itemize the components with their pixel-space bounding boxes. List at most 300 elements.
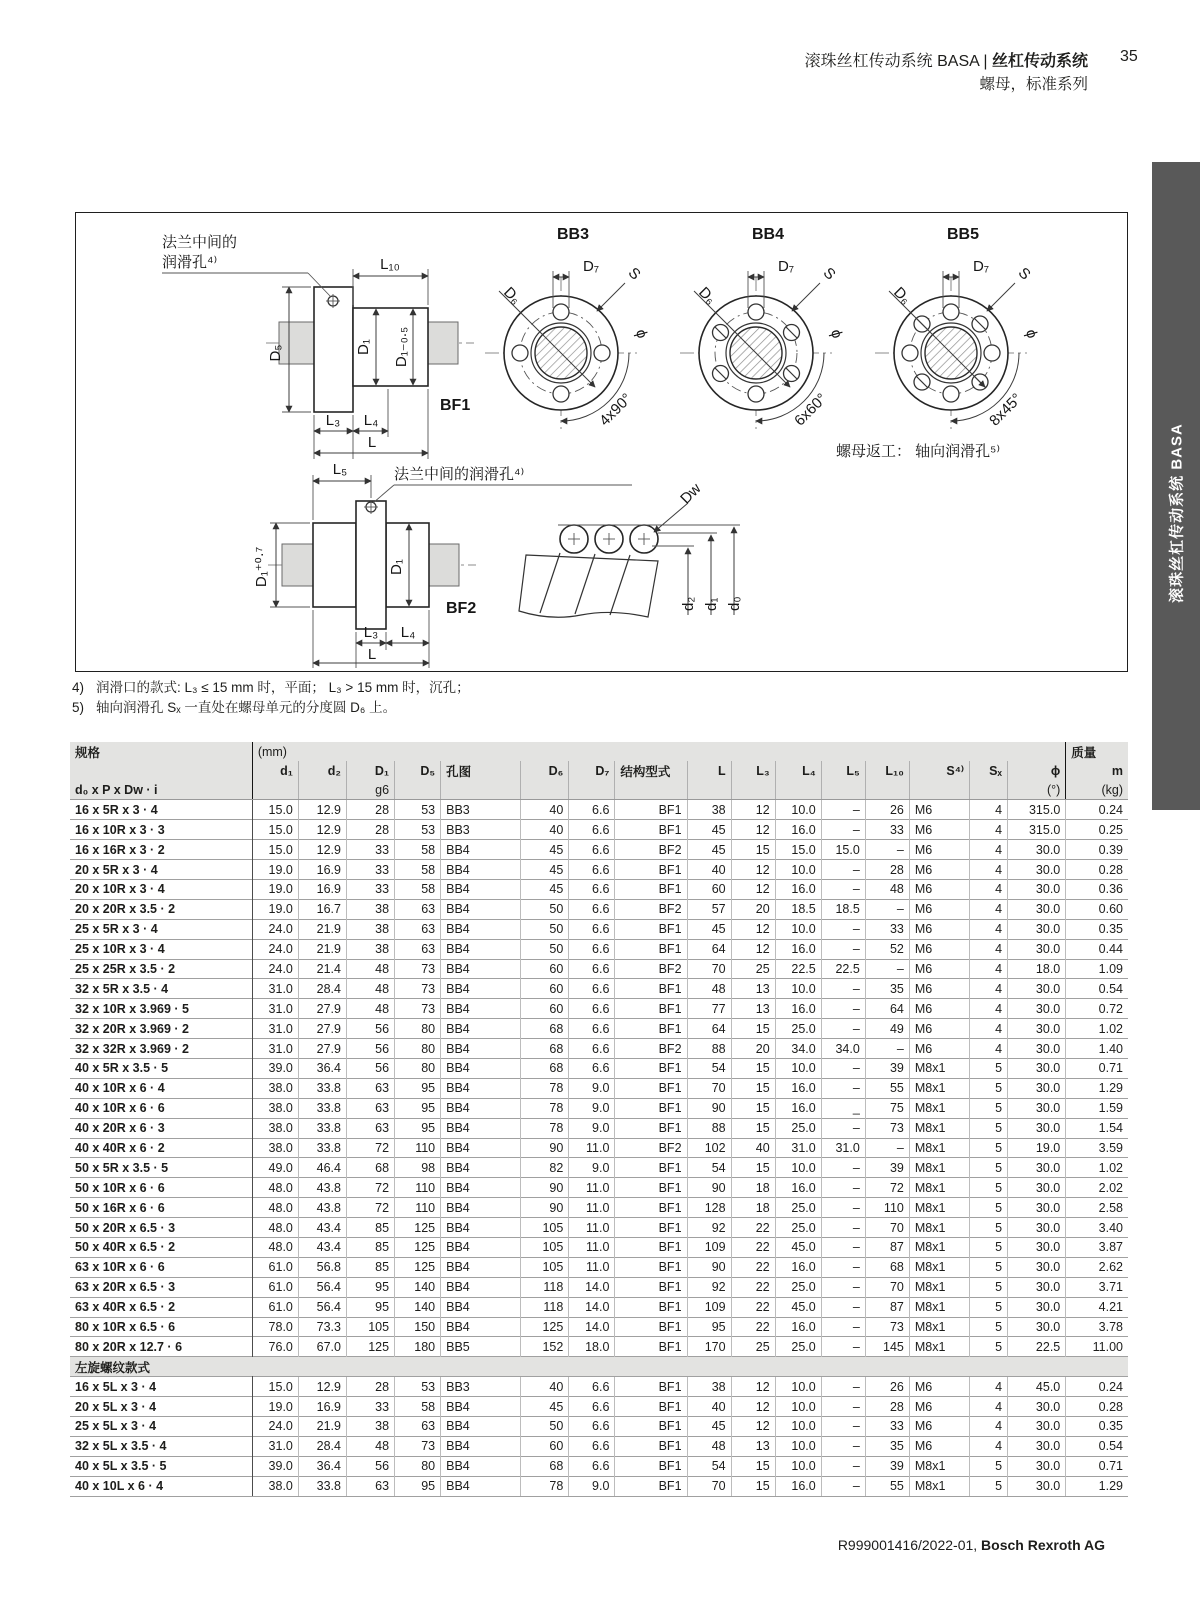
value-cell: 3.40 bbox=[1066, 1218, 1128, 1238]
table-row bbox=[70, 939, 1128, 959]
value-cell: 170 bbox=[687, 1337, 731, 1357]
dim-d6: D₆ bbox=[500, 283, 525, 308]
section-label: 左旋螺纹款式 bbox=[70, 1357, 1128, 1377]
value-cell: 3.59 bbox=[1066, 1138, 1128, 1158]
value-cell: 31.0 bbox=[252, 999, 298, 1019]
value-cell: 40 bbox=[521, 820, 569, 840]
unit-cell bbox=[687, 781, 731, 800]
value-cell: 64 bbox=[865, 999, 909, 1019]
value-cell: 0.71 bbox=[1066, 1058, 1128, 1078]
bb4-title: BB4 bbox=[751, 226, 785, 243]
value-cell: 30.0 bbox=[1008, 1297, 1066, 1317]
value-cell: 11.0 bbox=[569, 1257, 615, 1277]
value-cell: 140 bbox=[395, 1297, 441, 1317]
value-cell: 73 bbox=[395, 979, 441, 999]
value-cell: BB4 bbox=[441, 1019, 521, 1039]
spec-cell: 40 x 10R x 6 · 6 bbox=[70, 1098, 252, 1118]
value-cell: 55 bbox=[865, 1078, 909, 1098]
value-cell: 18.5 bbox=[821, 899, 865, 919]
value-cell: 87 bbox=[865, 1237, 909, 1257]
bb4-flange-view bbox=[680, 226, 846, 429]
bb3-flange-view bbox=[485, 226, 651, 429]
spec-cell: 40 x 5L x 3.5 · 5 bbox=[70, 1456, 252, 1476]
value-cell: 16.0 bbox=[775, 1178, 821, 1198]
value-cell: 78 bbox=[521, 1118, 569, 1138]
unit-cell bbox=[909, 781, 969, 800]
value-cell: 6.6 bbox=[569, 860, 615, 880]
value-cell: 19.0 bbox=[252, 879, 298, 899]
unit-cell bbox=[731, 781, 775, 800]
value-cell: M8x1 bbox=[909, 1277, 969, 1297]
table-row bbox=[70, 979, 1128, 999]
company-name: Bosch Rexroth AG bbox=[981, 1537, 1105, 1553]
unit-cell bbox=[441, 781, 521, 800]
table-row bbox=[70, 1019, 1128, 1039]
value-cell: – bbox=[821, 1118, 865, 1138]
value-cell: 13 bbox=[731, 1436, 775, 1456]
value-cell: 26 bbox=[865, 1377, 909, 1397]
value-cell: 315.0 bbox=[1008, 820, 1066, 840]
value-cell: 50 bbox=[521, 899, 569, 919]
value-cell: 45 bbox=[521, 860, 569, 880]
value-cell: 5 bbox=[969, 1237, 1007, 1257]
value-cell: 19.0 bbox=[252, 1397, 298, 1417]
value-cell: 125 bbox=[346, 1337, 394, 1357]
value-cell: M8x1 bbox=[909, 1476, 969, 1496]
value-cell: 36.4 bbox=[298, 1058, 346, 1078]
table-row bbox=[70, 820, 1128, 840]
value-cell: BF1 bbox=[615, 1019, 687, 1039]
value-cell: 95 bbox=[395, 1098, 441, 1118]
dim-l: L bbox=[367, 434, 377, 451]
value-cell: 4 bbox=[969, 939, 1007, 959]
value-cell: 12 bbox=[731, 800, 775, 820]
value-cell: 0.28 bbox=[1066, 860, 1128, 880]
value-cell: 95 bbox=[346, 1297, 394, 1317]
spec-cell: 20 x 20R x 3.5 · 2 bbox=[70, 899, 252, 919]
value-cell: BF1 bbox=[615, 1277, 687, 1297]
svg-text:润滑孔⁴⁾: 润滑孔⁴⁾ bbox=[162, 254, 218, 271]
value-cell: BB4 bbox=[441, 1138, 521, 1158]
value-cell: 45 bbox=[687, 1417, 731, 1437]
value-cell: 90 bbox=[521, 1198, 569, 1218]
value-cell: 0.35 bbox=[1066, 1417, 1128, 1437]
value-cell: 56.8 bbox=[298, 1257, 346, 1277]
value-cell: BB4 bbox=[441, 1039, 521, 1059]
value-cell: 54 bbox=[687, 1456, 731, 1476]
value-cell: BB4 bbox=[441, 1218, 521, 1238]
value-cell: – bbox=[821, 1417, 865, 1437]
value-cell: 38 bbox=[346, 1417, 394, 1437]
value-cell: M8x1 bbox=[909, 1178, 969, 1198]
value-cell: – bbox=[821, 820, 865, 840]
value-cell: 55 bbox=[865, 1476, 909, 1496]
value-cell: 45.0 bbox=[775, 1237, 821, 1257]
value-cell: 33.8 bbox=[298, 1118, 346, 1138]
spec-cell: 63 x 10R x 6 · 6 bbox=[70, 1257, 252, 1277]
value-cell: 12.9 bbox=[298, 820, 346, 840]
value-cell: – bbox=[821, 1198, 865, 1218]
value-cell: 73 bbox=[395, 999, 441, 1019]
value-cell: BB4 bbox=[441, 1058, 521, 1078]
value-cell: – bbox=[865, 1138, 909, 1158]
value-cell: BB4 bbox=[441, 1118, 521, 1138]
value-cell: 61.0 bbox=[252, 1277, 298, 1297]
value-cell: 12 bbox=[731, 879, 775, 899]
value-cell: M6 bbox=[909, 919, 969, 939]
value-cell: 31.0 bbox=[252, 979, 298, 999]
value-cell: 110 bbox=[395, 1178, 441, 1198]
value-cell: 5 bbox=[969, 1476, 1007, 1496]
value-cell: 21.9 bbox=[298, 1417, 346, 1437]
value-cell: 48 bbox=[346, 959, 394, 979]
value-cell: 30.0 bbox=[1008, 1317, 1066, 1337]
value-cell: 63 bbox=[395, 919, 441, 939]
value-cell: 78 bbox=[521, 1476, 569, 1496]
value-cell: 1.02 bbox=[1066, 1158, 1128, 1178]
value-cell: 68 bbox=[521, 1058, 569, 1078]
value-cell: 5 bbox=[969, 1058, 1007, 1078]
value-cell: 73 bbox=[865, 1317, 909, 1337]
value-cell: M8x1 bbox=[909, 1058, 969, 1078]
value-cell: 48 bbox=[687, 979, 731, 999]
value-cell: 30.0 bbox=[1008, 1417, 1066, 1437]
value-cell: – bbox=[865, 840, 909, 860]
doc-number: R999001416/2022-01, bbox=[837, 1537, 978, 1553]
value-cell: 75 bbox=[865, 1098, 909, 1118]
bb3-angle: 4x90° bbox=[596, 390, 636, 430]
value-cell: 63 bbox=[395, 939, 441, 959]
value-cell: 152 bbox=[521, 1337, 569, 1357]
value-cell: 40 bbox=[521, 800, 569, 820]
value-cell: 68 bbox=[521, 1019, 569, 1039]
value-cell: 88 bbox=[687, 1039, 731, 1059]
value-cell: 315.0 bbox=[1008, 800, 1066, 820]
value-cell: 85 bbox=[346, 1257, 394, 1277]
value-cell: 10.0 bbox=[775, 1436, 821, 1456]
value-cell: 3.87 bbox=[1066, 1237, 1128, 1257]
table-wrap bbox=[70, 742, 1128, 1497]
value-cell: 25.0 bbox=[775, 1118, 821, 1138]
doc-title-regular: 滚珠丝杠传动系统 BASA bbox=[804, 53, 979, 70]
spec-cell: 32 x 20R x 3.969 · 2 bbox=[70, 1019, 252, 1039]
value-cell: 16.0 bbox=[775, 1098, 821, 1118]
value-cell: BF1 bbox=[615, 1476, 687, 1496]
table-row bbox=[70, 1218, 1128, 1238]
value-cell: BB4 bbox=[441, 1257, 521, 1277]
col-header: d₂ bbox=[298, 761, 346, 780]
value-cell: 82 bbox=[521, 1158, 569, 1178]
svg-text:D₇: D₇ bbox=[973, 258, 989, 275]
value-cell: BB4 bbox=[441, 879, 521, 899]
value-cell: 72 bbox=[346, 1198, 394, 1218]
value-cell: M6 bbox=[909, 979, 969, 999]
value-cell: 11.0 bbox=[569, 1218, 615, 1238]
value-cell: 48 bbox=[346, 999, 394, 1019]
value-cell: 33 bbox=[346, 879, 394, 899]
value-cell: 125 bbox=[521, 1317, 569, 1337]
value-cell: 22.5 bbox=[821, 959, 865, 979]
value-cell: BB4 bbox=[441, 1178, 521, 1198]
value-cell: 22 bbox=[731, 1297, 775, 1317]
value-cell: 18 bbox=[731, 1198, 775, 1218]
value-cell: – bbox=[821, 1237, 865, 1257]
table-row bbox=[70, 1297, 1128, 1317]
value-cell: 63 bbox=[346, 1098, 394, 1118]
value-cell: M6 bbox=[909, 939, 969, 959]
value-cell: 30.0 bbox=[1008, 879, 1066, 899]
value-cell: M6 bbox=[909, 999, 969, 1019]
value-cell: 40 bbox=[521, 1377, 569, 1397]
value-cell: 34.0 bbox=[775, 1039, 821, 1059]
value-cell: M8x1 bbox=[909, 1456, 969, 1476]
value-cell: 10.0 bbox=[775, 860, 821, 880]
value-cell: 49 bbox=[865, 1019, 909, 1039]
svg-text:S: S bbox=[819, 264, 839, 284]
value-cell: 4 bbox=[969, 860, 1007, 880]
value-cell: – bbox=[821, 979, 865, 999]
value-cell: 33 bbox=[865, 820, 909, 840]
value-cell: – bbox=[821, 1297, 865, 1317]
value-cell: 67.0 bbox=[298, 1337, 346, 1357]
value-cell: 180 bbox=[395, 1337, 441, 1357]
value-cell: 1.29 bbox=[1066, 1078, 1128, 1098]
value-cell: 12 bbox=[731, 860, 775, 880]
value-cell: 80 bbox=[395, 1039, 441, 1059]
value-cell: 50 bbox=[521, 919, 569, 939]
spec-cell: 25 x 5R x 3 · 4 bbox=[70, 919, 252, 939]
value-cell: 16.0 bbox=[775, 1257, 821, 1277]
value-cell: 6.6 bbox=[569, 919, 615, 939]
value-cell: BF2 bbox=[615, 899, 687, 919]
value-cell: 60 bbox=[687, 879, 731, 899]
value-cell: 38 bbox=[346, 919, 394, 939]
value-cell: 45 bbox=[521, 840, 569, 860]
spec-cell: 63 x 40R x 6.5 · 2 bbox=[70, 1297, 252, 1317]
value-cell: 31.0 bbox=[775, 1138, 821, 1158]
table-row bbox=[70, 1436, 1128, 1456]
value-cell: M8x1 bbox=[909, 1317, 969, 1337]
table-row bbox=[70, 879, 1128, 899]
value-cell: 30.0 bbox=[1008, 1456, 1066, 1476]
spec-cell: 16 x 10R x 3 · 3 bbox=[70, 820, 252, 840]
value-cell: 36.4 bbox=[298, 1456, 346, 1476]
value-cell: BF1 bbox=[615, 999, 687, 1019]
value-cell: 92 bbox=[687, 1277, 731, 1297]
spec-cell: 20 x 5L x 3 · 4 bbox=[70, 1397, 252, 1417]
value-cell: 30.0 bbox=[1008, 1039, 1066, 1059]
value-cell: – bbox=[865, 899, 909, 919]
value-cell: BB4 bbox=[441, 1397, 521, 1417]
value-cell: 22.5 bbox=[775, 959, 821, 979]
value-cell: 90 bbox=[521, 1178, 569, 1198]
value-cell: 6.6 bbox=[569, 899, 615, 919]
col-header: S⁴⁾ bbox=[909, 761, 969, 780]
value-cell: 16.0 bbox=[775, 879, 821, 899]
unit-header: (mm) bbox=[252, 742, 1065, 761]
value-cell: 5 bbox=[969, 1158, 1007, 1178]
value-cell: 30.0 bbox=[1008, 919, 1066, 939]
table-row bbox=[70, 1039, 1128, 1059]
value-cell: BF1 bbox=[615, 1098, 687, 1118]
value-cell: 4 bbox=[969, 879, 1007, 899]
dim-d1: D₁ bbox=[355, 339, 372, 355]
value-cell: 28 bbox=[346, 820, 394, 840]
value-cell: 90 bbox=[687, 1178, 731, 1198]
dim-l4: L₄ bbox=[363, 412, 379, 429]
value-cell: 102 bbox=[687, 1138, 731, 1158]
value-cell: 38.0 bbox=[252, 1098, 298, 1118]
value-cell: M6 bbox=[909, 959, 969, 979]
value-cell: 88 bbox=[687, 1118, 731, 1138]
value-cell: 40 bbox=[731, 1138, 775, 1158]
side-tab bbox=[1152, 162, 1200, 810]
value-cell: 73 bbox=[865, 1118, 909, 1138]
footnote-4: 4) 润滑口的款式: L₃ ≤ 15 mm 时，平面； L₃ > 15 mm 时，沉孔； bbox=[72, 680, 470, 695]
value-cell: 15.0 bbox=[252, 820, 298, 840]
bb5-flange-view bbox=[875, 226, 1041, 429]
value-cell: 50 bbox=[521, 1417, 569, 1437]
value-cell: 30.0 bbox=[1008, 1078, 1066, 1098]
svg-text:ϕ: ϕ bbox=[1022, 327, 1041, 341]
value-cell: 39.0 bbox=[252, 1058, 298, 1078]
value-cell: – bbox=[821, 1397, 865, 1417]
value-cell: BB4 bbox=[441, 1417, 521, 1437]
value-cell: 0.24 bbox=[1066, 800, 1128, 820]
value-cell: M8x1 bbox=[909, 1138, 969, 1158]
value-cell: 15.0 bbox=[775, 840, 821, 860]
value-cell: 5 bbox=[969, 1456, 1007, 1476]
value-cell: 60 bbox=[521, 959, 569, 979]
value-cell: BB4 bbox=[441, 1277, 521, 1297]
value-cell: BF1 bbox=[615, 1118, 687, 1138]
table-row bbox=[70, 1198, 1128, 1218]
value-cell: 53 bbox=[395, 820, 441, 840]
value-cell: 77 bbox=[687, 999, 731, 1019]
value-cell: BB4 bbox=[441, 1098, 521, 1118]
unit-cell bbox=[969, 781, 1007, 800]
table-row bbox=[70, 1138, 1128, 1158]
value-cell: 5 bbox=[969, 1257, 1007, 1277]
value-cell: BB4 bbox=[441, 1198, 521, 1218]
value-cell: 5 bbox=[969, 1337, 1007, 1357]
value-cell: 25.0 bbox=[775, 1218, 821, 1238]
doc-subtitle: 螺母，标准系列 bbox=[979, 76, 1088, 93]
value-cell: 13 bbox=[731, 999, 775, 1019]
value-cell: M6 bbox=[909, 860, 969, 880]
value-cell: 38 bbox=[687, 800, 731, 820]
value-cell: 20 bbox=[731, 1039, 775, 1059]
value-cell: 38 bbox=[346, 939, 394, 959]
unit-cell bbox=[821, 781, 865, 800]
value-cell: 48.0 bbox=[252, 1198, 298, 1218]
value-cell: BF1 bbox=[615, 1257, 687, 1277]
col-header: D₇ bbox=[569, 761, 615, 780]
spec-header: 规格 bbox=[70, 742, 252, 761]
unit-cell: (°) bbox=[1008, 781, 1066, 800]
value-cell: 73 bbox=[395, 1436, 441, 1456]
value-cell: BB4 bbox=[441, 840, 521, 860]
value-cell: 26 bbox=[865, 800, 909, 820]
value-cell: BF1 bbox=[615, 1317, 687, 1337]
value-cell: 30.0 bbox=[1008, 899, 1066, 919]
value-cell: 4 bbox=[969, 999, 1007, 1019]
value-cell: 33.8 bbox=[298, 1078, 346, 1098]
dim-d2: d₂ bbox=[680, 596, 697, 611]
value-cell: 16.0 bbox=[775, 1078, 821, 1098]
value-cell: 30.0 bbox=[1008, 1277, 1066, 1297]
value-cell: 22 bbox=[731, 1218, 775, 1238]
value-cell: 24.0 bbox=[252, 939, 298, 959]
value-cell: 0.71 bbox=[1066, 1456, 1128, 1476]
value-cell: M6 bbox=[909, 1377, 969, 1397]
value-cell: 0.60 bbox=[1066, 899, 1128, 919]
value-cell: M8x1 bbox=[909, 1198, 969, 1218]
dim-d1-tol: D₁⁺⁰·⁷ bbox=[253, 546, 270, 588]
unit-cell bbox=[252, 781, 298, 800]
value-cell: 15 bbox=[731, 1158, 775, 1178]
value-cell: 40 bbox=[687, 860, 731, 880]
spec-cell: 16 x 16R x 3 · 2 bbox=[70, 840, 252, 860]
value-cell: 30.0 bbox=[1008, 1237, 1066, 1257]
bf1-side-view bbox=[162, 234, 474, 459]
value-cell: 30.0 bbox=[1008, 1178, 1066, 1198]
value-cell: 57 bbox=[687, 899, 731, 919]
value-cell: 34.0 bbox=[821, 1039, 865, 1059]
value-cell: 78 bbox=[521, 1078, 569, 1098]
value-cell: M6 bbox=[909, 879, 969, 899]
value-cell: M8x1 bbox=[909, 1337, 969, 1357]
dim-d1-05: D₁₋₀.₅ bbox=[393, 326, 410, 368]
dim-d1: d₁ bbox=[703, 597, 720, 611]
value-cell: 9.0 bbox=[569, 1078, 615, 1098]
value-cell: 16.9 bbox=[298, 879, 346, 899]
value-cell: – bbox=[865, 959, 909, 979]
value-cell: 15.0 bbox=[252, 840, 298, 860]
section-row bbox=[70, 1357, 1128, 1377]
value-cell: 95 bbox=[395, 1118, 441, 1138]
bb4-angle: 6x60° bbox=[791, 390, 831, 430]
value-cell: 27.9 bbox=[298, 1039, 346, 1059]
value-cell: 19.0 bbox=[252, 860, 298, 880]
col-header: 孔图 bbox=[441, 761, 521, 780]
dim-d1: D₁ bbox=[388, 559, 405, 575]
value-cell: 6.6 bbox=[569, 1397, 615, 1417]
value-cell: 22 bbox=[731, 1277, 775, 1297]
value-cell: 10.0 bbox=[775, 1058, 821, 1078]
value-cell: BB4 bbox=[441, 1158, 521, 1178]
value-cell: 28 bbox=[346, 1377, 394, 1397]
value-cell: 4 bbox=[969, 899, 1007, 919]
value-cell: 48 bbox=[346, 979, 394, 999]
value-cell: 70 bbox=[865, 1277, 909, 1297]
spec-cell: 32 x 5L x 3.5 · 4 bbox=[70, 1436, 252, 1456]
table-row bbox=[70, 919, 1128, 939]
value-cell: 25.0 bbox=[775, 1198, 821, 1218]
value-cell: 48 bbox=[687, 1436, 731, 1456]
value-cell: 0.28 bbox=[1066, 1397, 1128, 1417]
spec-cell: 32 x 10R x 3.969 · 5 bbox=[70, 999, 252, 1019]
value-cell: 28 bbox=[346, 800, 394, 820]
value-cell: 73 bbox=[395, 959, 441, 979]
table-row bbox=[70, 1476, 1128, 1496]
value-cell: 12 bbox=[731, 1397, 775, 1417]
value-cell: M8x1 bbox=[909, 1297, 969, 1317]
value-cell: 11.0 bbox=[569, 1237, 615, 1257]
value-cell: 33 bbox=[865, 1417, 909, 1437]
value-cell: M8x1 bbox=[909, 1257, 969, 1277]
value-cell: 4 bbox=[969, 800, 1007, 820]
